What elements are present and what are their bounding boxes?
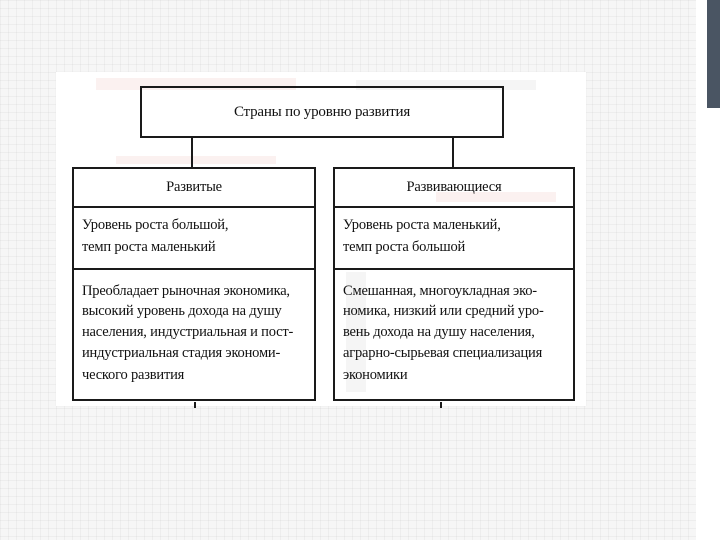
- branch-developed-growth-line: Уровень роста большой,: [82, 217, 229, 233]
- connector-left: [191, 138, 193, 168]
- branch-developed-description-line: ческого развития: [82, 367, 185, 383]
- branch-developing-description-line: вень дохода на душу населения,: [343, 324, 535, 340]
- slide-corner-accent: [707, 0, 720, 108]
- branch-developed-title: Развитые: [166, 179, 222, 195]
- branch-developing-description-line: экономики: [343, 367, 408, 383]
- branch-developed-growth-line: темп роста маленький: [82, 239, 216, 255]
- root-node-label: Страны по уровню развития: [233, 104, 411, 120]
- branch-developed-description-line: населения, индустриальная и пост-: [82, 324, 294, 340]
- branch-developed-description-line: высокий уровень дохода на душу: [82, 303, 282, 319]
- branch-developing-description-line: номика, низкий или средний уро-: [343, 303, 544, 319]
- connector-right: [452, 138, 454, 168]
- branch-developing-growth-line: Уровень роста маленький,: [343, 217, 501, 233]
- branch-developed-description-line: индустриальная стадия экономи-: [82, 345, 281, 361]
- divider: [333, 206, 575, 208]
- divider: [72, 268, 316, 270]
- scan-artifact: [116, 156, 276, 164]
- scan-tick-mark: [194, 402, 196, 408]
- branch-developing-growth-line: темп роста большой: [343, 239, 466, 255]
- branch-developing-description-line: аграрно-сырьевая специализация: [343, 345, 543, 361]
- branch-developing-title: Развивающиеся: [406, 179, 502, 195]
- scan-tick-mark: [440, 402, 442, 408]
- divider: [72, 206, 316, 208]
- branch-developed-description-line: Преобладает рыночная экономика,: [82, 283, 290, 299]
- branch-developing-description-line: Смешанная, многоукладная эко-: [343, 283, 537, 299]
- divider: [333, 268, 575, 270]
